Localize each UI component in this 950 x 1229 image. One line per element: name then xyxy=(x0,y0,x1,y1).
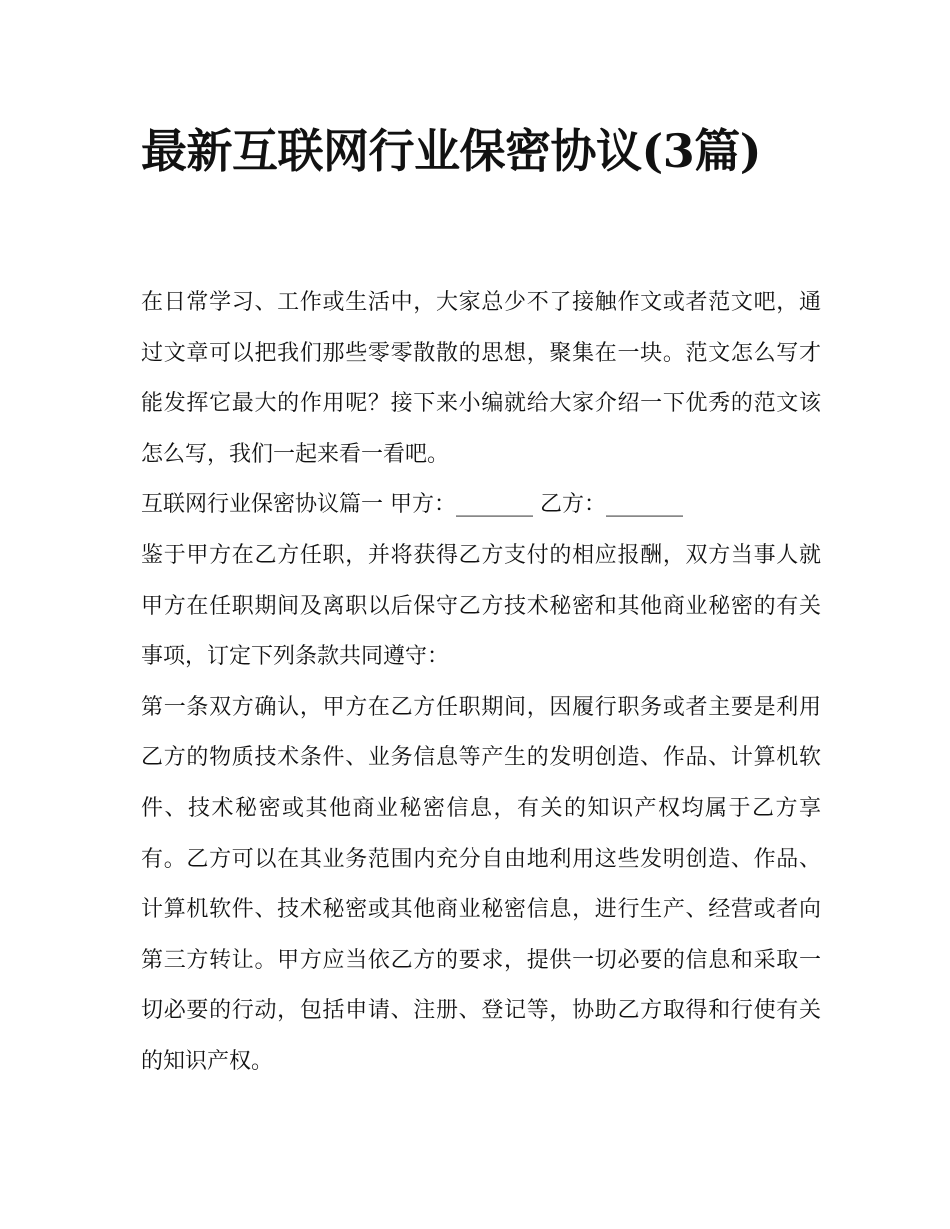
agreement-parties-line: 互联网行业保密协议篇一 甲方：_______ 乙方：_______ xyxy=(141,492,683,518)
intro-paragraph: 在日常学习、工作或生活中，大家总少不了接触作文或者范文吧，通过文章可以把我们那些零零散散的思想，聚集在一块。范文怎么写才能发挥它最大的作用呢？接下来小编就给大家介绍一下优秀的范文该怎么写，我们一起来看一看吧。 xyxy=(141,290,821,467)
document-title: 最新互联网行业保密协议(3篇) xyxy=(141,124,762,178)
document-body xyxy=(141,278,821,1088)
article-one-paragraph: 第一条双方确认，甲方在乙方任职期间，因履行职务或者主要是利用乙方的物质技术条件、业务信息等产生的发明创造、作品、计算机软件、技术秘密或其他商业秘密信息，有关的知识产权均属于乙方享有。乙方可以在其业务范围内充分自由地利用这些发明创造、作品、计算机软件、技术秘密或其他商业秘密信息，进行生产、经营或者向第三方转让。甲方应当依乙方的要求，提供一切必要的信息和采取一切必要的行动，包括申请、注册、登记等，协助乙方取得和行使有关的知识产权。 xyxy=(141,694,821,1074)
preamble-paragraph: 鉴于甲方在乙方任职，并将获得乙方支付的相应报酬，双方当事人就甲方在任职期间及离职以后保守乙方技术秘密和其他商业秘密的有关事项，订定下列条款共同遵守： xyxy=(141,542,821,670)
